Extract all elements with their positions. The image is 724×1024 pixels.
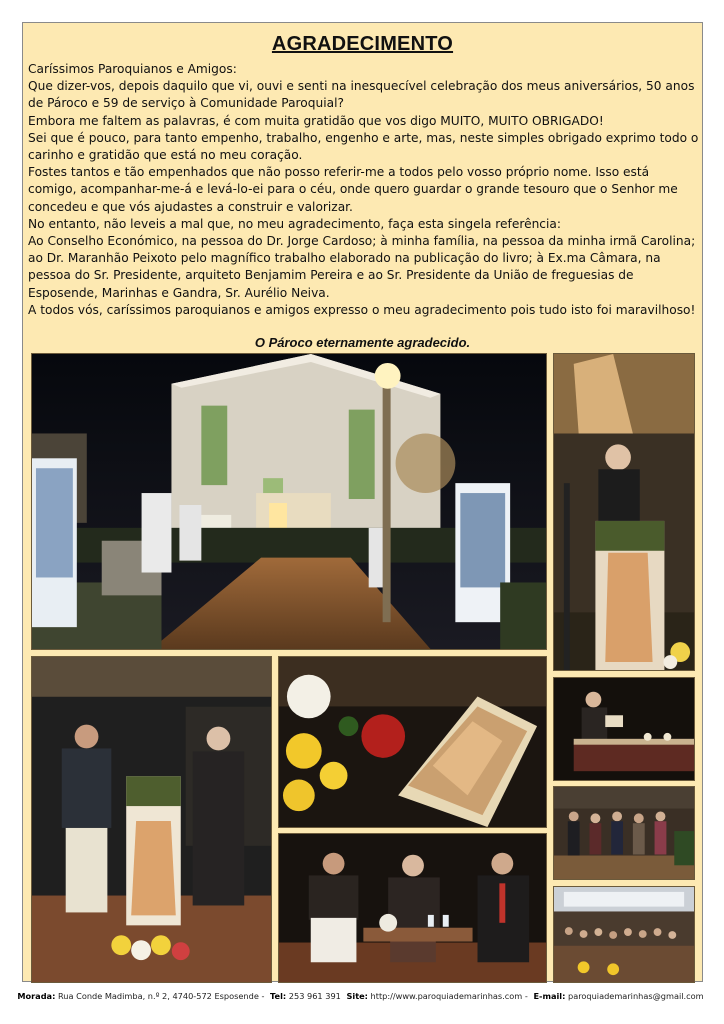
footer-site-link[interactable]: http://www.paroquiademarinhas.com - — [370, 991, 528, 1001]
letter-paragraph: A todos vós, caríssimos paroquianos e amigos expresso o meu agradecimento pois tudo isto foi maravilhoso! — [28, 302, 696, 317]
footer-morada-value: Rua Conde Madimba, n.º 2, 4740-572 Esposende - — [57, 991, 265, 1001]
photo-speaker-lectern — [553, 353, 695, 671]
footer-morada-label: Morada: — [17, 991, 56, 1001]
footer-email-label: E-mail: — [533, 991, 566, 1001]
letter-paragraph: Embora me faltem as palavras, é com muita gratidão que vos digo MUITO, MUITO OBRIGADO! — [28, 113, 604, 128]
letter-paragraph: Sei que é pouco, para tanto empenho, trabalho, engenho e arte, mas, neste simples obrigado exprimo todo o carinho e gratidão que está no meu coração. — [28, 130, 699, 163]
photo-panel-three-men — [278, 833, 547, 983]
footer-tel-label: Tel: — [270, 991, 287, 1001]
footer-site-label: Site: — [346, 991, 368, 1001]
photo-flowers-book — [278, 656, 547, 828]
letter-paragraph: Caríssimos Paroquianos e Amigos: — [28, 62, 237, 76]
photo-two-men-banner — [31, 656, 272, 983]
photo-crowd-hall — [553, 786, 695, 880]
signature: O Pároco eternamente agradecido. — [254, 335, 471, 350]
footer-email-link[interactable]: paroquiademarinhas@gmail.com — [568, 991, 704, 1001]
footer-tel-value: 253 961 391 — [288, 991, 341, 1001]
photo-church-night — [31, 353, 547, 650]
photo-audience — [553, 886, 695, 983]
letter-paragraph: Fostes tantos e tão empenhados que não posso referir-me a todos pelo vosso próprio nome. Isso está comigo, acompanhar-me-á e levá-lo-ei para o céu, onde quero guardar o grande tesouro que o Senhor me concedeu e que vós ajudastes a construir e valorizar. — [28, 165, 678, 214]
letter-paragraph: Que dizer-vos, depois daquilo que vi, ouvi e senti na inesquecível celebração dos meus aniversários, 50 anos de Pároco e 59 de serviço à Comunidade Paroquial? — [28, 79, 695, 111]
letter-body — [28, 61, 700, 319]
letter-paragraph: Ao Conselho Económico, na pessoa do Dr. Jorge Cardoso; à minha família, na pessoa da minha irmã Carolina; ao Dr. Maranhão Peixoto pelo magnífico trabalho elaborado na publicação do livro; à Ex.ma Câmara, na pessoa do Sr. Presidente, arquiteto Benjamim Pereira e ao Sr. Presidente da União de freguesias de Esposende, Marinhas e Gandra, Sr. Aurélio Neiva. — [28, 234, 696, 300]
page-sheet — [22, 22, 703, 982]
letter-paragraph: No entanto, não leveis a mal que, no meu agradecimento, faça esta singela referência: — [28, 216, 561, 231]
photo-presenter-reading — [553, 677, 695, 781]
page-title: AGRADECIMENTO — [271, 33, 454, 55]
footer-contact — [0, 991, 724, 1001]
